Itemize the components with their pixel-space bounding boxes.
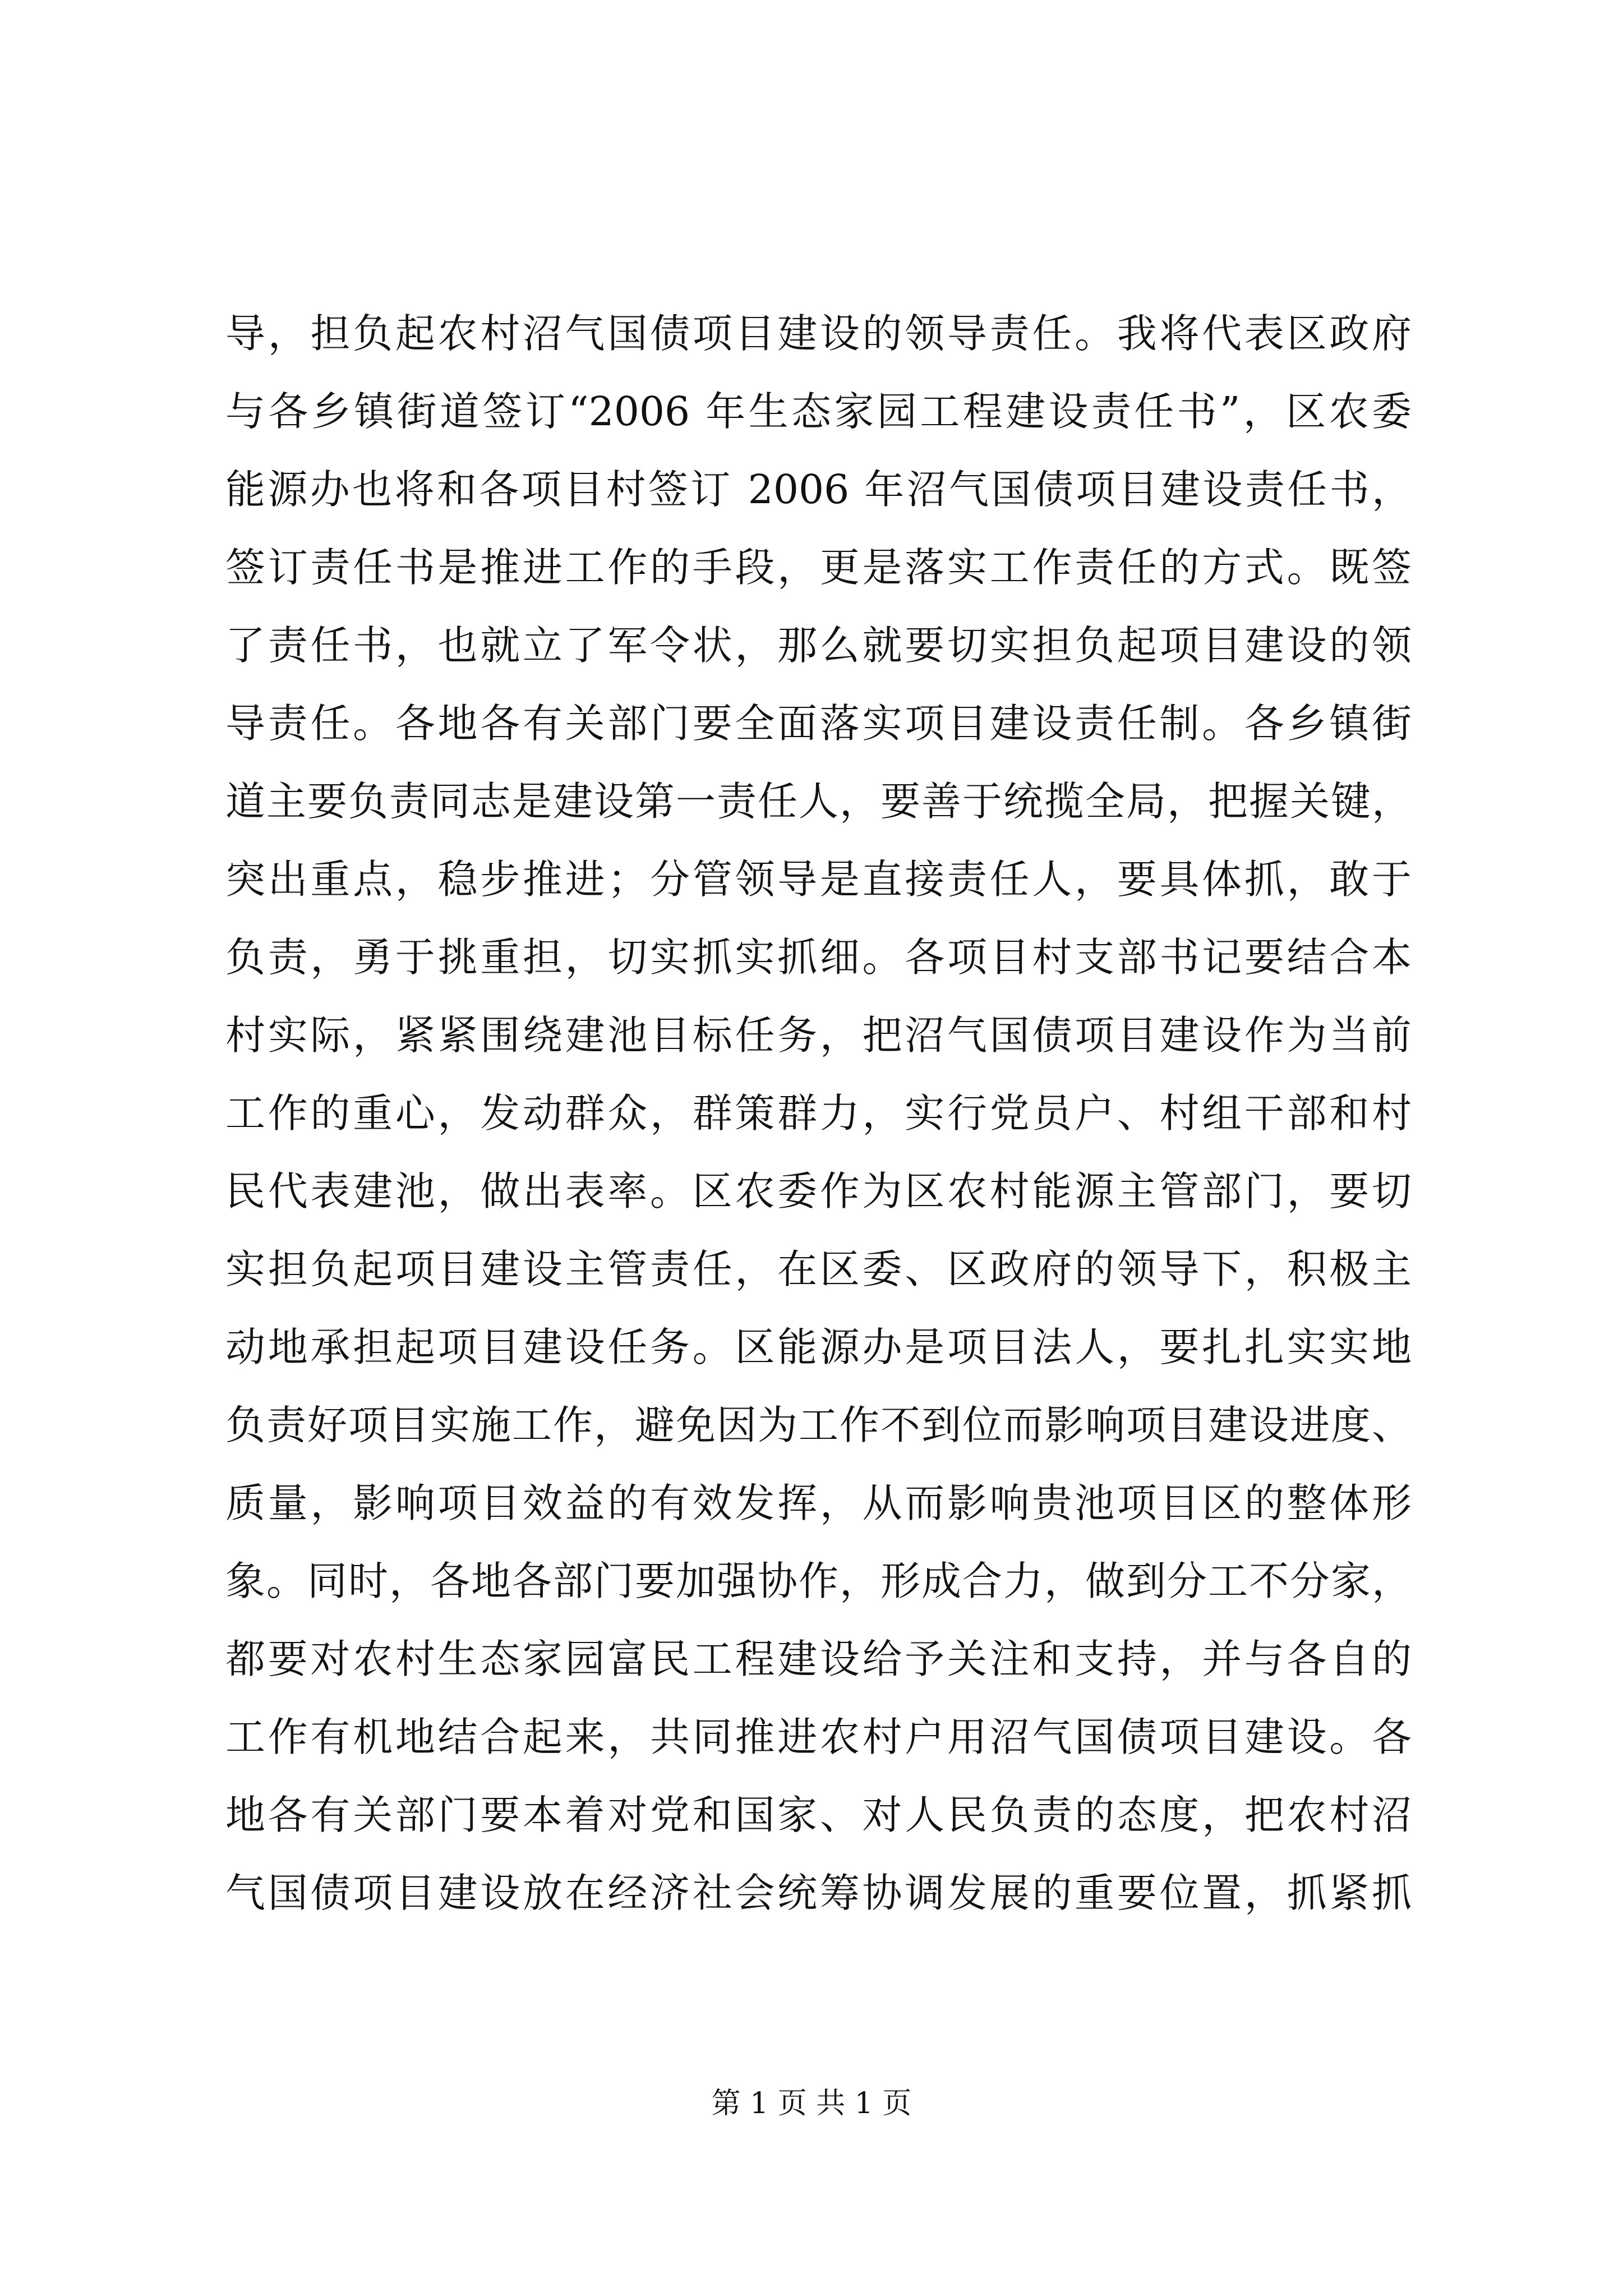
text-line: 签订责任书是推进工作的手段，更是落实工作责任的方式。既签 — [225, 544, 1412, 591]
text-line: 工作的重心，发动群众，群策群力，实行党员户、村组干部和村 — [225, 1090, 1412, 1137]
text-line: 地各有关部门要本着对党和国家、对人民负责的态度，把农村沼 — [225, 1792, 1412, 1838]
text-line: 气国债项目建设放在经济社会统筹协调发展的重要位置，抓紧抓 — [225, 1870, 1412, 1916]
text-line: 民代表建池，做出表率。区农委作为区农村能源主管部门，要切 — [225, 1168, 1412, 1214]
text-line: 负责，勇于挑重担，切实抓实抓细。各项目村支部书记要结合本 — [225, 934, 1412, 981]
text-line: 工作有机地结合起来，共同推进农村户用沼气国债项目建设。各 — [225, 1714, 1412, 1760]
text-line: 突出重点，稳步推进；分管领导是直接责任人，要具体抓，敢于 — [225, 856, 1412, 903]
page-number-footer: 第 1 页 共 1 页 — [711, 2087, 912, 2120]
text-line: 村实际，紧紧围绕建池目标任务，把沼气国债项目建设作为当前 — [225, 1012, 1412, 1059]
text-line: 负责好项目实施工作，避免因为工作不到位而影响项目建设进度、 — [225, 1402, 1412, 1448]
text-line: 象。同时，各地各部门要加强协作，形成合力，做到分工不分家， — [225, 1558, 1412, 1604]
text-line: 动地承担起项目建设任务。区能源办是项目法人，要扎扎实实地 — [225, 1324, 1412, 1370]
text-line: 与各乡镇街道签订“2006 年生态家园工程建设责任书”，区农委 — [225, 388, 1412, 435]
text-line: 质量，影响项目效益的有效发挥，从而影响贵池项目区的整体形 — [225, 1480, 1412, 1526]
text-line: 都要对农村生态家园富民工程建设给予关注和支持，并与各自的 — [225, 1636, 1412, 1682]
text-line: 实担负起项目建设主管责任，在区委、区政府的领导下，积极主 — [225, 1246, 1412, 1292]
text-line: 导责任。各地各有关部门要全面落实项目建设责任制。各乡镇街 — [225, 700, 1412, 747]
text-line: 导，担负起农村沼气国债项目建设的领导责任。我将代表区政府 — [225, 310, 1412, 357]
text-line: 能源办也将和各项目村签订 2006 年沼气国债项目建设责任书， — [225, 466, 1412, 513]
text-line: 道主要负责同志是建设第一责任人，要善于统揽全局，把握关键， — [225, 778, 1412, 825]
body-text — [225, 295, 1412, 1932]
text-line: 了责任书，也就立了军令状，那么就要切实担负起项目建设的领 — [225, 622, 1412, 669]
